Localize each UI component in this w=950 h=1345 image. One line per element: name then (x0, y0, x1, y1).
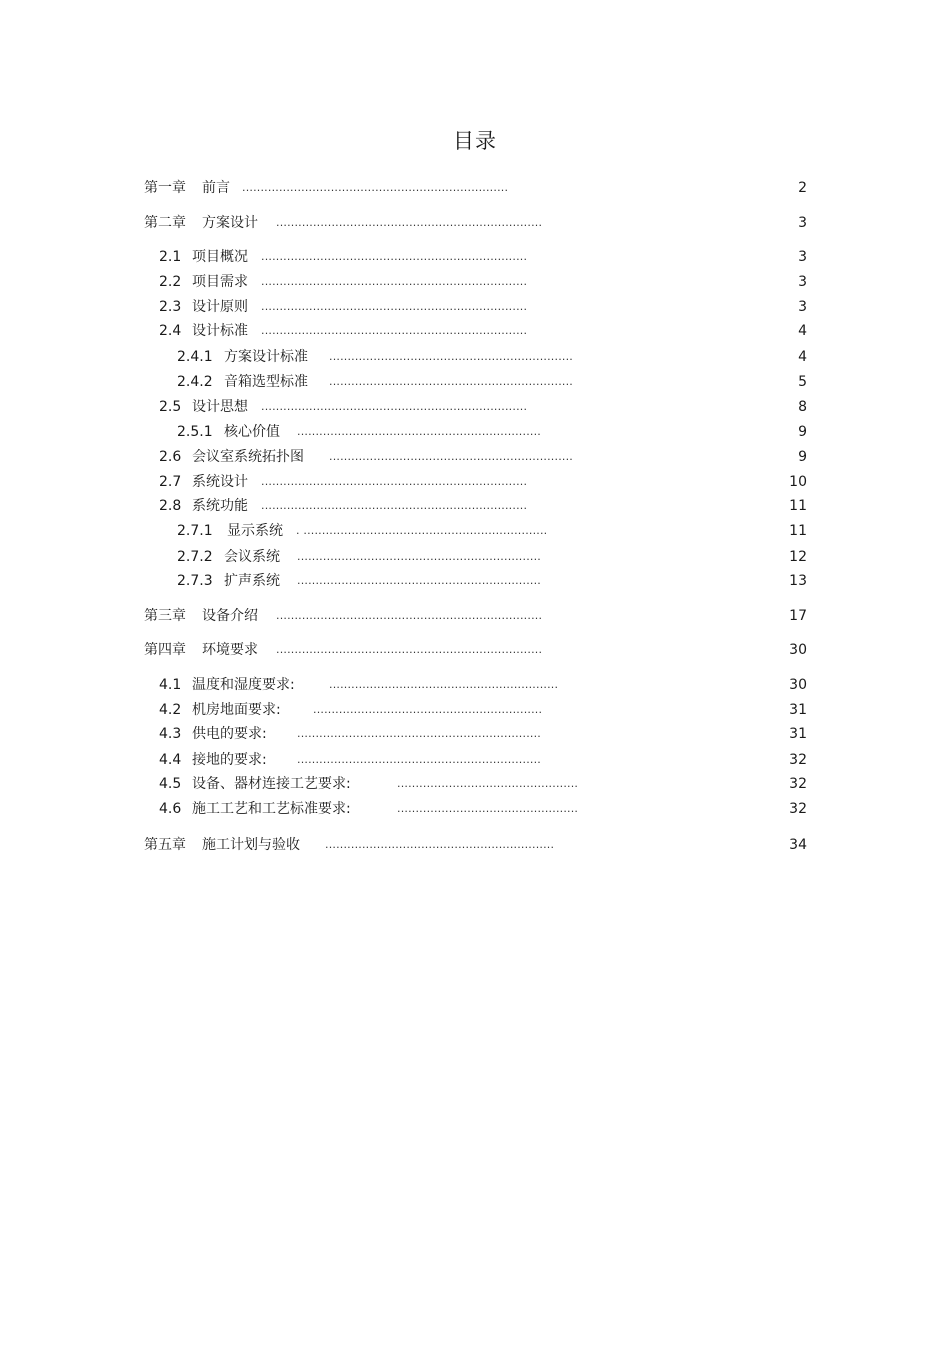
toc-entry-label: 供电的要求: (192, 726, 267, 742)
toc-entry[interactable] (0, 347, 950, 367)
toc-entry-page: 5 (798, 374, 807, 390)
toc-entry-leader: ........................................................................ (276, 643, 543, 656)
toc-entry[interactable] (0, 372, 950, 392)
toc-entry-number: 第三章 (144, 608, 186, 624)
toc-entry-number: 第四章 (144, 642, 186, 658)
toc-entry-leader: .................................................................. (297, 753, 541, 766)
toc-entry[interactable] (0, 799, 950, 819)
toc-entry-leader: .................................................................. (297, 425, 541, 438)
toc-entry-number: 4.3 (159, 726, 182, 742)
toc-entry-label: 设备介绍 (202, 608, 258, 624)
toc-entry-number: 2.4.2 (177, 374, 213, 390)
toc-entry-page: 3 (798, 249, 807, 265)
toc-entry-leader: .............................................................. (313, 703, 543, 716)
toc-entry-leader: . .................................................................. (296, 524, 548, 537)
toc-entry-page: 30 (789, 677, 807, 693)
toc-entry-leader: ........................................................................ (261, 250, 528, 263)
toc-entry-label: 系统功能 (192, 498, 248, 514)
toc-entry-page: 31 (789, 702, 807, 718)
toc-entry-page: 9 (798, 424, 807, 440)
toc-entry-page: 3 (798, 215, 807, 231)
toc-entry-label: 机房地面要求: (192, 702, 281, 718)
toc-entry-page: 11 (789, 523, 807, 539)
toc-entry[interactable] (0, 447, 950, 467)
toc-entry-label: 温度和湿度要求: (192, 677, 295, 693)
toc-entry-leader: .................................................................. (297, 727, 541, 740)
toc-entry-number: 2.7.3 (177, 573, 213, 589)
toc-entry-number: 2.8 (159, 498, 182, 514)
toc-entry-page: 12 (789, 549, 807, 565)
toc-entry[interactable] (0, 675, 950, 695)
toc-entry[interactable] (0, 835, 950, 855)
toc-entry-page: 32 (789, 752, 807, 768)
toc-entry-leader: .................................................................. (329, 375, 573, 388)
toc-entry-page: 32 (789, 776, 807, 792)
toc-entry-page: 2 (798, 180, 807, 196)
toc-entry-page: 4 (798, 323, 807, 339)
toc-entry[interactable] (0, 422, 950, 442)
toc-entry-page: 3 (798, 274, 807, 290)
toc-entry-label: 会议室系统拓扑图 (192, 449, 304, 465)
toc-entry-label: 设计原则 (192, 299, 248, 315)
toc-entry-label: 设备、器材连接工艺要求: (192, 776, 351, 792)
toc-entry-label: 设计思想 (192, 399, 248, 415)
toc-entry-label: 施工计划与验收 (202, 837, 300, 853)
toc-entry-number: 4.6 (159, 801, 182, 817)
toc-entry-page: 34 (789, 837, 807, 853)
toc-entry-leader: ........................................................................ (276, 216, 543, 229)
toc-entry-page: 3 (798, 299, 807, 315)
toc-entry[interactable] (0, 521, 950, 541)
toc-entry[interactable] (0, 724, 950, 744)
toc-entry-leader: .................................................................. (297, 574, 541, 587)
toc-entry[interactable] (0, 606, 950, 626)
toc-entry[interactable] (0, 700, 950, 720)
toc-entry[interactable] (0, 178, 950, 198)
toc-entry-label: 设计标准 (192, 323, 248, 339)
toc-entry-page: 31 (789, 726, 807, 742)
toc-entry[interactable] (0, 247, 950, 267)
toc-entry-leader: .................................................................. (329, 350, 573, 363)
toc-entry-leader: ................................................. (397, 802, 579, 815)
toc-entry-leader: .................................................................. (329, 450, 573, 463)
toc-entry-page: 17 (789, 608, 807, 624)
toc-entry[interactable] (0, 750, 950, 770)
toc-entry-number: 4.4 (159, 752, 182, 768)
toc-entry-leader: ........................................................................ (261, 275, 528, 288)
toc-entry[interactable] (0, 571, 950, 591)
toc-entry[interactable] (0, 496, 950, 516)
toc-entry-number: 2.6 (159, 449, 182, 465)
toc-entry-number: 2.7.1 (177, 523, 213, 539)
toc-entry[interactable] (0, 547, 950, 567)
toc-entry[interactable] (0, 774, 950, 794)
toc-entry-leader: ........................................................................ (261, 324, 528, 337)
toc-entry-page: 4 (798, 349, 807, 365)
toc-entry-leader: .................................................................. (297, 550, 541, 563)
toc-entry-leader: ........................................................................ (276, 609, 543, 622)
toc-entry-number: 2.5.1 (177, 424, 213, 440)
toc-entry-label: 会议系统 (224, 549, 280, 565)
toc-entry[interactable] (0, 472, 950, 492)
toc-entry-leader: ........................................................................ (261, 475, 528, 488)
toc-entry-label: 方案设计标准 (224, 349, 308, 365)
toc-entry-label: 前言 (202, 180, 230, 196)
toc-entry-label: 施工工艺和工艺标准要求: (192, 801, 351, 817)
page-title: 目录 (453, 129, 497, 153)
toc-entry-label: 显示系统 (227, 523, 283, 539)
toc-entry-leader: ........................................................................ (261, 300, 528, 313)
toc-entry-page: 32 (789, 801, 807, 817)
toc-entry-number: 2.1 (159, 249, 182, 265)
toc-entry[interactable] (0, 640, 950, 660)
toc-entry-number: 2.3 (159, 299, 182, 315)
toc-entry[interactable] (0, 297, 950, 317)
toc-entry-label: 扩声系统 (224, 573, 280, 589)
toc-entry-number: 2.4.1 (177, 349, 213, 365)
toc-entry-number: 2.4 (159, 323, 182, 339)
toc-entry-label: 方案设计 (202, 215, 258, 231)
toc-entry-leader: ........................................................................ (242, 181, 509, 194)
toc-entry-number: 第二章 (144, 215, 186, 231)
toc-entry-page: 13 (789, 573, 807, 589)
toc-entry-leader: ........................................................................ (261, 400, 528, 413)
toc-entry-label: 环境要求 (202, 642, 258, 658)
toc-entry-label: 核心价值 (224, 424, 280, 440)
toc-entry-number: 2.2 (159, 274, 182, 290)
toc-entry-label: 系统设计 (192, 474, 248, 490)
toc-entry-label: 接地的要求: (192, 752, 267, 768)
toc-entry-page: 10 (789, 474, 807, 490)
toc-entry-number: 第一章 (144, 180, 186, 196)
toc-entry-number: 4.1 (159, 677, 182, 693)
toc-entry-label: 音箱选型标准 (224, 374, 308, 390)
toc-entry-number: 4.2 (159, 702, 182, 718)
toc-entry-leader: ........................................................................ (261, 499, 528, 512)
toc-entry-number: 第五章 (144, 837, 186, 853)
toc-entry-number: 4.5 (159, 776, 182, 792)
toc-entry-page: 30 (789, 642, 807, 658)
toc-entry-number: 2.7.2 (177, 549, 213, 565)
toc-entry-number: 2.7 (159, 474, 182, 490)
toc-entry[interactable] (0, 213, 950, 233)
toc-entry-label: 项目需求 (192, 274, 248, 290)
toc-entry[interactable] (0, 397, 950, 417)
toc-entry-page: 9 (798, 449, 807, 465)
toc-entry-leader: .............................................................. (329, 678, 559, 691)
toc-entry[interactable] (0, 272, 950, 292)
toc-entry-leader: ................................................. (397, 777, 579, 790)
toc-entry-page: 8 (798, 399, 807, 415)
toc-entry-number: 2.5 (159, 399, 182, 415)
toc-entry[interactable] (0, 321, 950, 341)
toc-entry-leader: .............................................................. (325, 838, 555, 851)
toc-entry-page: 11 (789, 498, 807, 514)
toc-entry-label: 项目概况 (192, 249, 248, 265)
